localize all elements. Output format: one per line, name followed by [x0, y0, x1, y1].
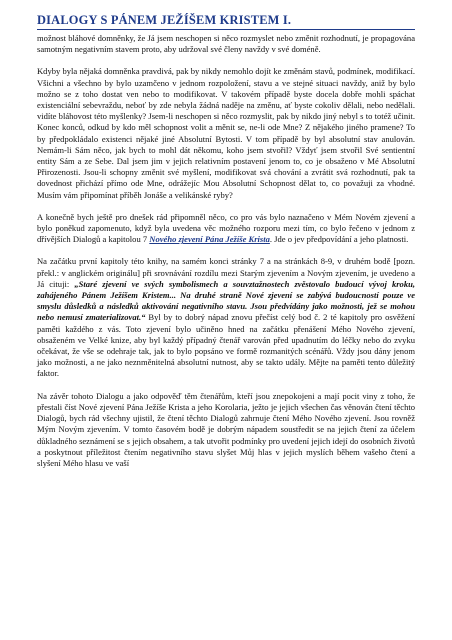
paragraph-3	[37, 212, 415, 246]
paragraph-3-text-end: . Jde o jev předpovídání a jeho platnosti.	[269, 234, 409, 245]
paragraph-2: Kdyby byla nějaká domněnka pravdivá, pak by nikdy nemohlo dojít ke změnám stavů, podmínek, modifikací. Všichni a všechno by bylo uzamčeno v jednom rozpoložení, stavu a ve stejné situaci navždy, aniž by bylo možno se z toho dostat ven nebo to modifikovat. V takovém případě byste docela dobře mohli spáchat existenciální sebevraždu, neboť by zde nebyla žádná naděje na změnu, ať byste cokoliv dělali, nebo nedělali. vidíte bláhovost této myšlenky? Jsem-li neschopen si něco rozmyslit, pak by nikdo jiný nebyl s to totéž učinit. Konec konců, odkud by kdo měl schopnost volit a měnit se, ne-li ode Mne? Z nějakého jiného pramene? To by předpokládalo existenci nějaké jiné Absolutní Bytosti. V tom případě by byl absolutní stav anulován. Nemám-li Sám něco, jak bych to mohl dát někomu, koho jsem stvořil? Vždyť jsem stvořil Své sentientní entity Sám a ze Sebe. Dal jsem jim v jejich relativním postavení jenom to, co je obsaženo v Mé Absolutní Přirozenosti. Jsou-li schopny změnit své myšlení, modifikovat svá chování a zvrátit svá rozhodnutí, pak ta dovednost přichází přímo ode Mne, odrážejíc Mou Absolutní Schopnost dělat to, co považuji za vhodné. Musím vám připomínat příběh Jonáše a velikánské ryby?	[37, 66, 415, 200]
book-title-link[interactable]: Nového zjevení Pána Ježíše Krista	[149, 234, 270, 245]
paragraph-5: Na závěr tohoto Dialogu a jako odpověď těm čtenářům, kteří jsou znepokojeni a mají pocit viny z toho, že přestali číst Nové zjevení Pána Ježíše Krista a jeho Korolaria, ježto je jejich všechen čas věnován čtení těchto Dialogů, bych rád všechny ujistil, že čtení těchto Dialogů zahrnuje čtení Mého Nového zjevení. Jsou rovněž Mým Novým zjevením. V tomto časovém bodě je dobrým nápadem soustředit se na jejich čtení za účelem důkladného seznámení se s jejich obsahem, a tak utvořit podmínky pro uvedení jejich idejí do osobních životů a poskytnout příležitost čtením negativního stavu slyšet Můj hlas v jejich myslích během vašeho čtení a slyšení Mého hlasu ve vaší	[37, 390, 415, 468]
paragraph-1: možnost bláhové domněnky, že Já jsem neschopen si něco rozmyslet nebo změnit rozhodnutí, je propagována samotným negativním stavem proto, aby udržoval své členy navždy v své doméně.	[37, 33, 415, 55]
paragraph-3-text-start: A konečně bych ještě pro dnešek rád připomněl něco, co pro vás bylo naznačeno v Mém Novém zjevení a bylo poněkud zapomenuto, když byla uvedena věc možného rozporu mezi tím, co bylo řečeno v jednom z dřívějších Dialogů a kapitolou 7	[37, 211, 415, 245]
paragraph-4-text-end: Byl by to dobrý nápad znovu přečíst celý bod č. 2 té kapitoly pro osvěžení paměti každého z vás. Toto zjevení bylo učiněno hned na začátku přenášení Mého Nového zjevení, obsaženém ve Velké knize, aby byl každý případný čtenář varován před upadnutím do léčky nebo do zvyku očekávat, že vše se odehraje tak, jak to bylo popsáno ve formě rozmanitých scénářů. Vždy jsou dány jenom jako možnosti, a ne jako neznměnitelná absolutní nutnost, aby se takto udály. Mějte na paměti tento důležitý faktor.	[37, 312, 415, 379]
paragraph-4-text-start: Na začátku první kapitoly této knihy, na samém konci stránky 7 a na stránkách 8-9, v druhém bodě [pozn. překl.: v anglickém originálu] při srovnávání rozdílu mezi Starým zjevením a Novým zjevením, je uvedeno a Já cituji:	[37, 256, 415, 289]
header-rule	[37, 29, 415, 30]
paragraph-4	[37, 256, 415, 379]
quotation: „Staré zjevení ve svých symbolismech a souvztažnostech zvěstovalo budoucí vývoj kroku, zahájeného Pánem Ježíšem Kristem... Na druhé straně Nové zjevení se zabývá budoucností pouze ve smyslu důsledků a následků aktivování negativního stavu. Jsou předvídány jako možnosti, jež se mohou nebo nemusí zmaterializovat.“	[37, 278, 415, 323]
document-body	[37, 33, 415, 469]
running-header: DIALOGY S PÁNEM JEŽÍŠEM KRISTEM I.	[37, 13, 292, 27]
